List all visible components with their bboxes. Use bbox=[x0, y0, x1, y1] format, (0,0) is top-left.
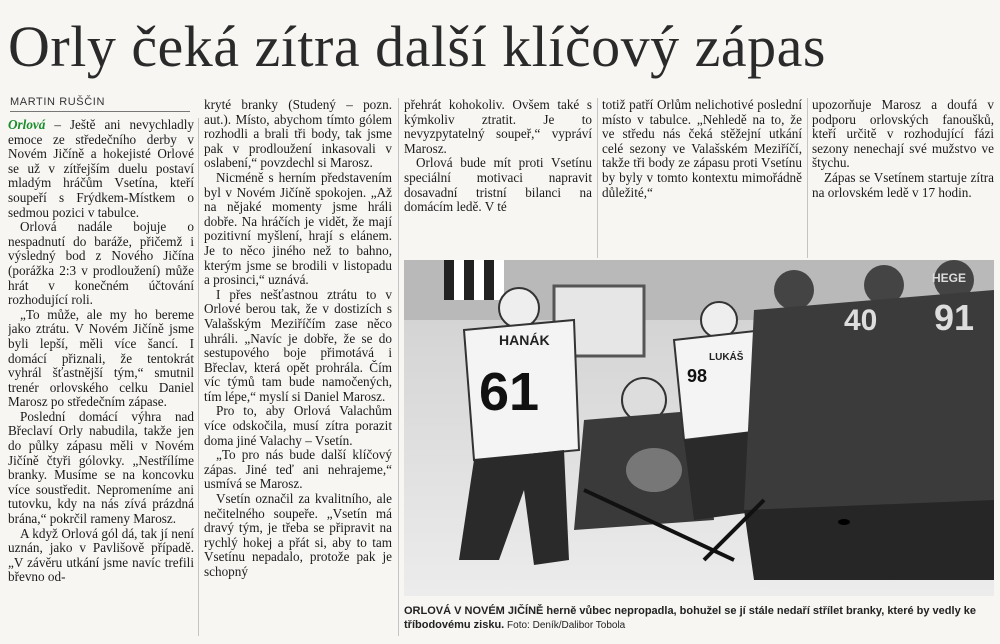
photo-caption bbox=[404, 604, 994, 633]
byline-rule bbox=[10, 111, 190, 112]
column-divider bbox=[198, 118, 199, 636]
article-column-4 bbox=[602, 98, 802, 260]
hockey-photo bbox=[404, 260, 994, 596]
caption-text: herně vůbec nepropadla, bohužel se jí stále nedaří střílet branky, které by vedly ke tříbodovému zisku. bbox=[404, 605, 976, 631]
referee-figure bbox=[444, 260, 504, 300]
article-paragraph bbox=[8, 118, 194, 220]
article-column-3 bbox=[404, 98, 592, 260]
puck bbox=[838, 519, 850, 525]
article-paragraph: upozorňuje Marosz a doufá v podporu orlovských fanoušků, kteří určitě v rozhodující fázi sezony nenechají své mužstvo ve štychu. bbox=[812, 98, 994, 171]
jersey-number-40: 40 bbox=[844, 304, 878, 337]
headline: Orly čeká zítra další klíčový zápas bbox=[8, 14, 826, 79]
byline: MARTIN RUŠČIN bbox=[10, 96, 105, 108]
paragraph-text: – Ještě ani nevychladly emoce ze středečního derby v Novém Jičíně a hokejisté Orlové se už v zítřejším duelu postaví mladým hráčům Vsetína, kteří soupeří s Frýdkem-Místkem o sedmou pozici v tabulce. bbox=[8, 118, 194, 220]
article-paragraph: kryté branky (Studený – pozn. aut.). Místo, abychom tímto gólem rozhodli a brali tři body, tak jsme pak v prodloužení inkasovali v oslabení,“ povzdechl si Marosz. bbox=[204, 98, 392, 171]
column-divider bbox=[398, 98, 399, 636]
article-column-1 bbox=[8, 118, 194, 636]
jersey-number-61: 61 bbox=[479, 362, 540, 422]
article-paragraph: „To může, ale my ho bereme jako ztrátu. V Novém Jičíně jsme byli lepší, měli více šancí. I domácí přiznali, že tentokrát vyhrál šťastnější tým,“ smutnil trenér orlovského celku Daniel Marosz po středečním zápase. bbox=[8, 306, 194, 410]
photo-credit: Foto: Deník/Dalibor Tobola bbox=[504, 620, 626, 631]
article-column-5 bbox=[812, 98, 994, 260]
article-paragraph: přehrát kohokoliv. Ovšem také s kýmkoliv ztratit. Je to nevyzpytatelný soupeř,“ vypráví Marosz. bbox=[404, 98, 592, 156]
caption-lead: ORLOVÁ V NOVÉM JIČÍNĚ bbox=[404, 605, 544, 617]
hockey-photo-illustration bbox=[404, 260, 994, 596]
article-paragraph: A když Orlová gól dá, tak jí není uznán, jako v Pavlišově případě. „V závěru utkání jsme navíc trefili břevno od- bbox=[8, 525, 194, 585]
jersey-number-91: 91 bbox=[934, 297, 975, 338]
article-paragraph: Orlová nadále bojuje o nespadnutí do baráže, přičemž i výsledný bod z Nového Jičína (porážka 2:3 v prodloužení) může hrát v konečném účtování rozhodující roli. bbox=[8, 219, 194, 308]
article-paragraph: Zápas se Vsetínem startuje zítra na orlovském ledě v 17 hodin. bbox=[812, 169, 994, 200]
article-paragraph: Poslední domácí výhra nad Břeclaví Orly nabudila, takže jen do půlky zápasu měli v Novém Jičíně čtyři gólovky. „Nestřílíme branky. Musíme se na koncovku více soustředit. Nepromeníme ani tutovku, kdy na nás zívá prázdná brána,“ pokrčil rameny Marosz. bbox=[8, 408, 194, 527]
article-paragraph: Vsetín označil za kvalitního, ale nečitelného soupeře. „Vsetín má dravý tým, je třeba se připravit na rychlý hokej a přát si, aby to tam Vsetínu nepadalo, protože pak je schopný bbox=[204, 491, 392, 579]
dark-players-group bbox=[744, 260, 994, 580]
jersey-number-98: 98 bbox=[687, 366, 708, 386]
article-paragraph: Pro to, aby Orlová Valachům více odskočila, musí zítra porazit doma jiné Valachy – Vsetín. bbox=[204, 403, 392, 448]
jersey-name-left: LUKÁŠ bbox=[709, 352, 744, 363]
article-paragraph: „To pro nás bude další klíčový zápas. Jiné teď ani nehrajeme,“ usmívá se Marosz. bbox=[204, 447, 392, 492]
article-paragraph: Orlová bude mít proti Vsetínu speciální motivaci napravit dosavadní tristní bilanci na domácím ledě. V té bbox=[404, 155, 592, 215]
goalie-crest bbox=[626, 448, 682, 492]
article-paragraph: I přes nešťastnou ztrátu to v Orlové berou tak, že v dostizích s Valašským Meziříčím zase něco uhráli. „Navíc je dobře, že se do sestupového boje přimotává i Břeclav, která opět prohrála. Čím víc týmů tam bude namočených, tím lépe,“ myslí si Daniel Marosz. bbox=[204, 286, 392, 404]
column-divider bbox=[597, 98, 598, 258]
jersey-name-hege: HEGE bbox=[932, 271, 967, 285]
column-divider bbox=[807, 98, 808, 258]
dateline: Orlová bbox=[8, 118, 46, 132]
jersey-name-hanak: HANÁK bbox=[499, 332, 550, 348]
article-paragraph: Nicméně s herním představením byl v Novém Jičíně spokojen. „Až na nějaké momenty jsme hráli dobře. Na hráčích je vidět, že mají pozitivní myšlení, hrají s elánem. Je to něco jiného než to bahno, kterým jsme se brodili v listopadu a prosinci,“ uznává. bbox=[204, 169, 392, 288]
article-column-2 bbox=[204, 98, 392, 636]
article-paragraph: totiž patří Orlům nelichotivé poslední místo v tabulce. „Nehledě na to, že ve středu nás čeká stěžejní utkání celé sezony ve Valašském Meziříčí, takže tři body ze zápasu proti Vsetínu by byly v tomto kontextu mimořádně důležité,“ bbox=[602, 98, 802, 200]
